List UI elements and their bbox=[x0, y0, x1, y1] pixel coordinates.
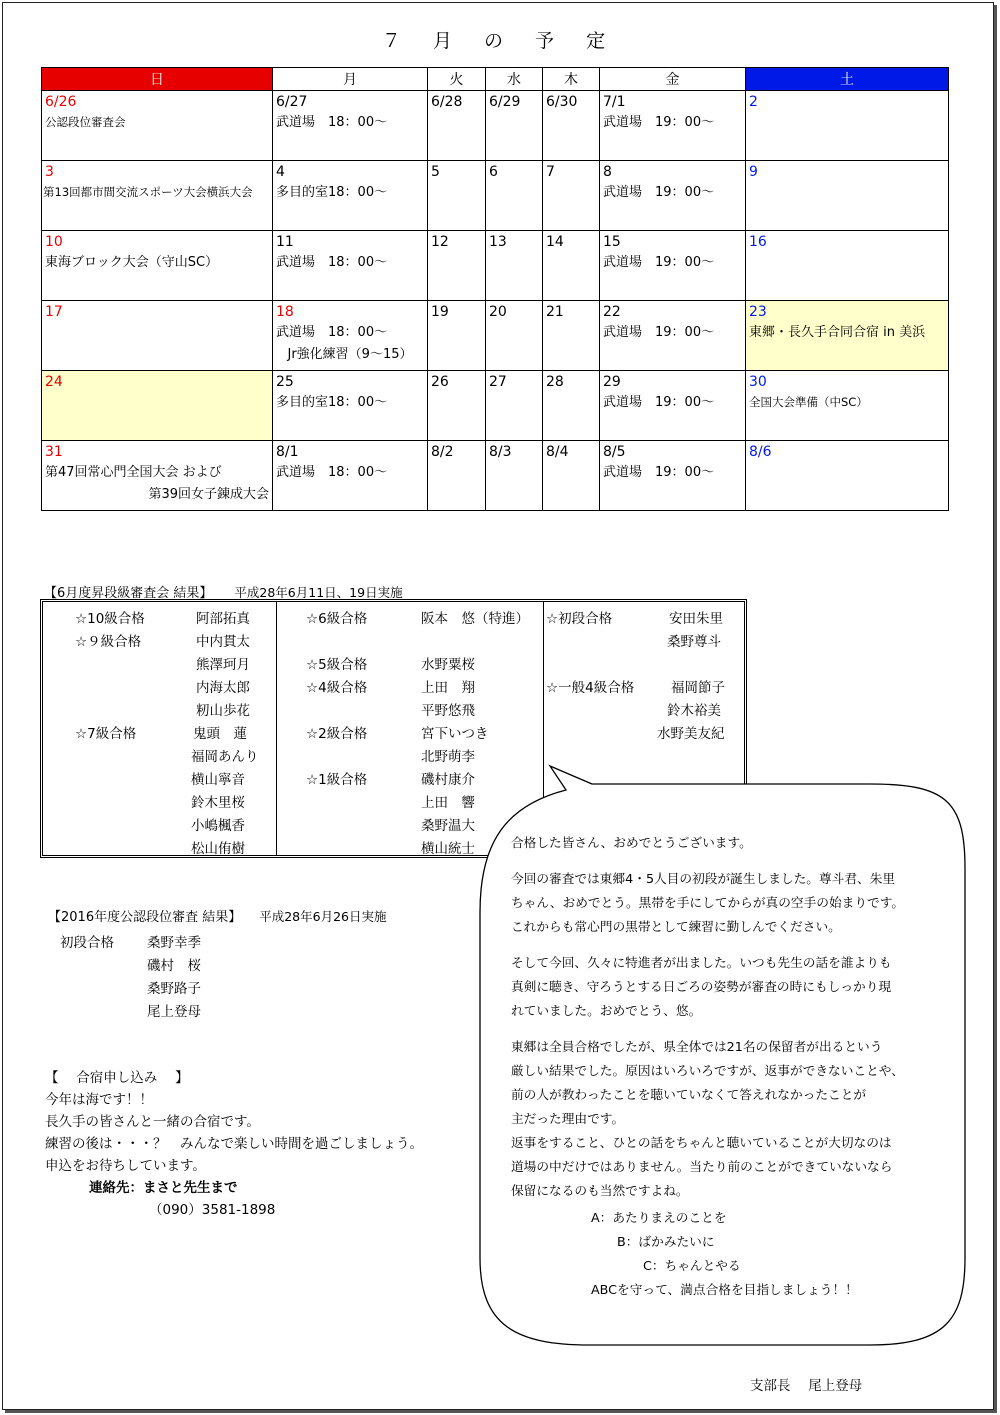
header-wed: 水 bbox=[486, 68, 543, 91]
result-name: 小嶋楓香 bbox=[191, 818, 245, 834]
result-name: 松山侑樹 bbox=[191, 841, 245, 857]
day-number: 29 bbox=[603, 374, 621, 390]
message-line: 前の人が教わったことを聴いていなくて答えれなかったことが bbox=[511, 1087, 867, 1102]
day-event: 武道場 19：00～ bbox=[603, 255, 715, 270]
dan-name: 桑野幸季 bbox=[147, 935, 201, 951]
message-line: 道場の中だけではありません。当たり前のことができていないなら bbox=[511, 1159, 893, 1174]
day-number: 10 bbox=[45, 234, 63, 250]
result-rank: ☆2級合格 bbox=[306, 726, 368, 742]
result-name: 水野美友紀 bbox=[657, 726, 725, 742]
result-name: 阿部拓真 bbox=[196, 611, 250, 627]
result-name: 上田 響 bbox=[421, 795, 475, 811]
result-name: 鈴木里桜 bbox=[191, 795, 245, 811]
message-line: そして今回、久々に特進者が出ました。いつも先生の話を誰よりも bbox=[511, 955, 892, 970]
paragraph-gap bbox=[511, 939, 941, 951]
day-number: 4 bbox=[276, 164, 285, 180]
exam-results-title: 【6月度昇段級審査会 結果】 bbox=[44, 586, 213, 601]
exam-results-date: 平成28年6月11日、19日実施 bbox=[234, 585, 403, 600]
result-name: 鈴木裕美 bbox=[667, 703, 721, 719]
day-number: 8/3 bbox=[489, 444, 512, 460]
day-event: 第39回女子錬成大会 bbox=[148, 487, 269, 502]
header-sun: 日 bbox=[42, 68, 273, 91]
result-rank: ☆1級合格 bbox=[306, 772, 368, 788]
day-event: 多目的室18：00～ bbox=[276, 185, 388, 200]
day-number: 6/30 bbox=[546, 94, 578, 110]
result-name: 上田 翔 bbox=[421, 680, 475, 696]
day-event: 東郷・長久手合同合宿 in 美浜 bbox=[749, 325, 926, 340]
result-rank: ☆6級合格 bbox=[306, 611, 368, 627]
result-name: 福岡節子 bbox=[671, 680, 725, 696]
day-event: 東海ブロック大会（守山SC） bbox=[45, 255, 219, 270]
paragraph-gap bbox=[511, 1023, 941, 1035]
result-rank: ☆一般4級合格 bbox=[546, 680, 635, 696]
day-number: 18 bbox=[276, 304, 294, 320]
day-number: 8/5 bbox=[603, 444, 626, 460]
result-name: 熊澤珂月 bbox=[196, 657, 250, 673]
result-name: 横山寧音 bbox=[191, 772, 245, 788]
message-line: ちゃん、おめでとう。黒帯を手にしてからが真の空手の始まりです。 bbox=[511, 895, 905, 910]
day-number: 3 bbox=[45, 164, 54, 180]
dan-rank: 初段合格 bbox=[60, 935, 114, 951]
result-rank: ☆7級合格 bbox=[75, 726, 137, 742]
day-event: 武道場 18：00～ bbox=[276, 255, 388, 270]
day-number: 6/26 bbox=[45, 94, 77, 110]
day-number: 14 bbox=[546, 234, 564, 250]
camp-phone: （090）3581-1898 bbox=[149, 1202, 276, 1218]
header-tue: 火 bbox=[428, 68, 486, 91]
day-event: 武道場 19：00～ bbox=[603, 465, 715, 480]
abc-line: A：あたりまえのことを bbox=[591, 1210, 727, 1225]
result-name: 桑野尊斗 bbox=[667, 634, 721, 650]
result-name: 横山統士 bbox=[421, 841, 475, 857]
camp-line: 練習の後は・・・？ みんなで楽しい時間を過ごしましょう。 bbox=[45, 1136, 423, 1152]
result-rank: ☆９級合格 bbox=[75, 634, 142, 650]
result-name: 桑野温大 bbox=[421, 818, 475, 834]
result-name: 宮下いつき bbox=[421, 726, 489, 742]
day-number: 6/27 bbox=[276, 94, 308, 110]
page-title: ７ 月 の 予 定 bbox=[381, 30, 619, 52]
day-number: 6/29 bbox=[489, 94, 521, 110]
day-number: 25 bbox=[276, 374, 294, 390]
message-line: 真剣に聴き、守ろうとする日ごろの姿勢が審査の時にもしっかり現 bbox=[511, 979, 892, 994]
day-event: 第47回常心門全国大会 および bbox=[45, 465, 222, 480]
day-number: 21 bbox=[546, 304, 564, 320]
result-rank: ☆4級合格 bbox=[306, 680, 368, 696]
message-line: れていました。おめでとう、悠。 bbox=[511, 1003, 702, 1018]
day-number: 22 bbox=[603, 304, 621, 320]
camp-contact: 連絡先：まさと先生まで bbox=[89, 1180, 238, 1196]
day-event: 多目的室18：00～ bbox=[276, 395, 388, 410]
day-number: 8 bbox=[603, 164, 612, 180]
result-name: 北野萌李 bbox=[421, 749, 475, 765]
day-number: 8/2 bbox=[431, 444, 454, 460]
result-rank: ☆5級合格 bbox=[306, 657, 368, 673]
camp-heading: 【 合宿申し込み 】 bbox=[45, 1070, 189, 1086]
day-number: 26 bbox=[431, 374, 449, 390]
day-number: 8/6 bbox=[749, 444, 772, 460]
day-number: 8/1 bbox=[276, 444, 299, 460]
day-event: 武道場 18：00～ bbox=[276, 465, 388, 480]
day-number: 6/28 bbox=[431, 94, 463, 110]
header-thu: 木 bbox=[543, 68, 600, 91]
dan-name: 磯村 桜 bbox=[147, 958, 201, 974]
day-number: 31 bbox=[45, 444, 63, 460]
day-number: 5 bbox=[431, 164, 440, 180]
day-number: 19 bbox=[431, 304, 449, 320]
camp-section bbox=[45, 1067, 423, 1221]
day-event: 武道場 18：00～ bbox=[276, 115, 388, 130]
result-name: 福岡あんり bbox=[191, 749, 259, 765]
result-name: 磯村康介 bbox=[421, 772, 475, 788]
header-mon: 月 bbox=[273, 68, 428, 91]
result-name: 内海太郎 bbox=[196, 680, 250, 696]
result-name: 中内貫太 bbox=[196, 634, 250, 650]
message-line: 返事をすること、ひとの話をちゃんと聴いていることが大切なのは bbox=[511, 1135, 892, 1150]
day-event: 武道場 19：00～ bbox=[603, 325, 715, 340]
day-number: 12 bbox=[431, 234, 449, 250]
result-name: 平野悠飛 bbox=[421, 703, 475, 719]
header-sat: 土 bbox=[746, 68, 949, 91]
message-line: これからも常心門の黒帯として練習に勤しんでください。 bbox=[511, 919, 841, 934]
result-name: 籾山歩花 bbox=[196, 703, 250, 719]
result-rank: ☆10級合格 bbox=[75, 611, 145, 627]
camp-line: 長久手の皆さんと一緒の合宿です。 bbox=[45, 1114, 260, 1130]
signature: 支部長 尾上登母 bbox=[750, 1378, 863, 1394]
camp-line: 今年は海です！！ bbox=[45, 1092, 153, 1108]
day-number: 17 bbox=[45, 304, 63, 320]
message-line: 合格した皆さん、おめでとうございます。 bbox=[511, 835, 752, 850]
day-number: 2 bbox=[749, 94, 758, 110]
dan-results-heading bbox=[48, 906, 386, 925]
day-event: 武道場 19：00～ bbox=[603, 185, 715, 200]
message-line: 保留になるのも当然ですよね。 bbox=[511, 1183, 689, 1198]
day-event: Jr強化練習（9～15） bbox=[287, 347, 413, 362]
day-number: 16 bbox=[749, 234, 767, 250]
day-number: 23 bbox=[749, 304, 767, 320]
day-number: 24 bbox=[45, 374, 63, 390]
day-number: 11 bbox=[276, 234, 294, 250]
day-event: 武道場 19：00～ bbox=[603, 395, 715, 410]
day-number: 7 bbox=[546, 164, 555, 180]
paragraph-gap bbox=[511, 855, 941, 867]
day-event: 全国大会準備（中SC） bbox=[749, 395, 868, 409]
result-name: 水野粟桜 bbox=[421, 657, 475, 673]
message-line: 主だった理由です。 bbox=[511, 1111, 625, 1126]
abc-line: ABCを守って、満点合格を目指しましょう！！ bbox=[591, 1282, 858, 1297]
day-event: 武道場 18：00～ bbox=[276, 325, 388, 340]
day-number: 13 bbox=[489, 234, 507, 250]
day-event: 武道場 19：00～ bbox=[603, 115, 715, 130]
abc-line: C：ちゃんとやる bbox=[643, 1258, 741, 1273]
header-fri: 金 bbox=[600, 68, 746, 91]
day-number: 20 bbox=[489, 304, 507, 320]
abc-line: B：ばかみたいに bbox=[617, 1234, 715, 1249]
result-name: 阪本 悠（特進） bbox=[421, 611, 529, 627]
result-name: 鬼頭 蓮 bbox=[193, 726, 247, 742]
dan-name: 桑野路子 bbox=[147, 981, 201, 997]
dan-results-title: 【2016年度公認段位審査 結果】 bbox=[48, 910, 242, 925]
day-event: 第13回都市間交流スポーツ大会横浜大会 bbox=[43, 185, 253, 199]
day-number: 8/4 bbox=[546, 444, 569, 460]
day-number: 15 bbox=[603, 234, 621, 250]
dan-name: 尾上登母 bbox=[147, 1004, 201, 1020]
dan-results-date: 平成28年6月26日実施 bbox=[259, 909, 387, 924]
day-number: 7/1 bbox=[603, 94, 626, 110]
message-line: 厳しい結果でした。原因はいろいろですが、返事ができないことや、 bbox=[511, 1063, 904, 1078]
message-text bbox=[511, 831, 941, 1302]
result-rank: ☆初段合格 bbox=[546, 611, 613, 627]
day-event: 公認段位審査会 bbox=[45, 115, 126, 129]
day-number: 27 bbox=[489, 374, 507, 390]
day-number: 9 bbox=[749, 164, 758, 180]
message-line: 東郷は全員合格でしたが、県全体では21名の保留者が出るという bbox=[511, 1039, 883, 1054]
message-line: 今回の審査では東郷4・5人目の初段が誕生しました。尊斗君、朱里 bbox=[511, 871, 896, 886]
day-number: 30 bbox=[749, 374, 767, 390]
day-number: 28 bbox=[546, 374, 564, 390]
camp-line: 申込をお待ちしています。 bbox=[45, 1158, 206, 1174]
day-number: 6 bbox=[489, 164, 498, 180]
result-name: 安田朱里 bbox=[669, 611, 723, 627]
